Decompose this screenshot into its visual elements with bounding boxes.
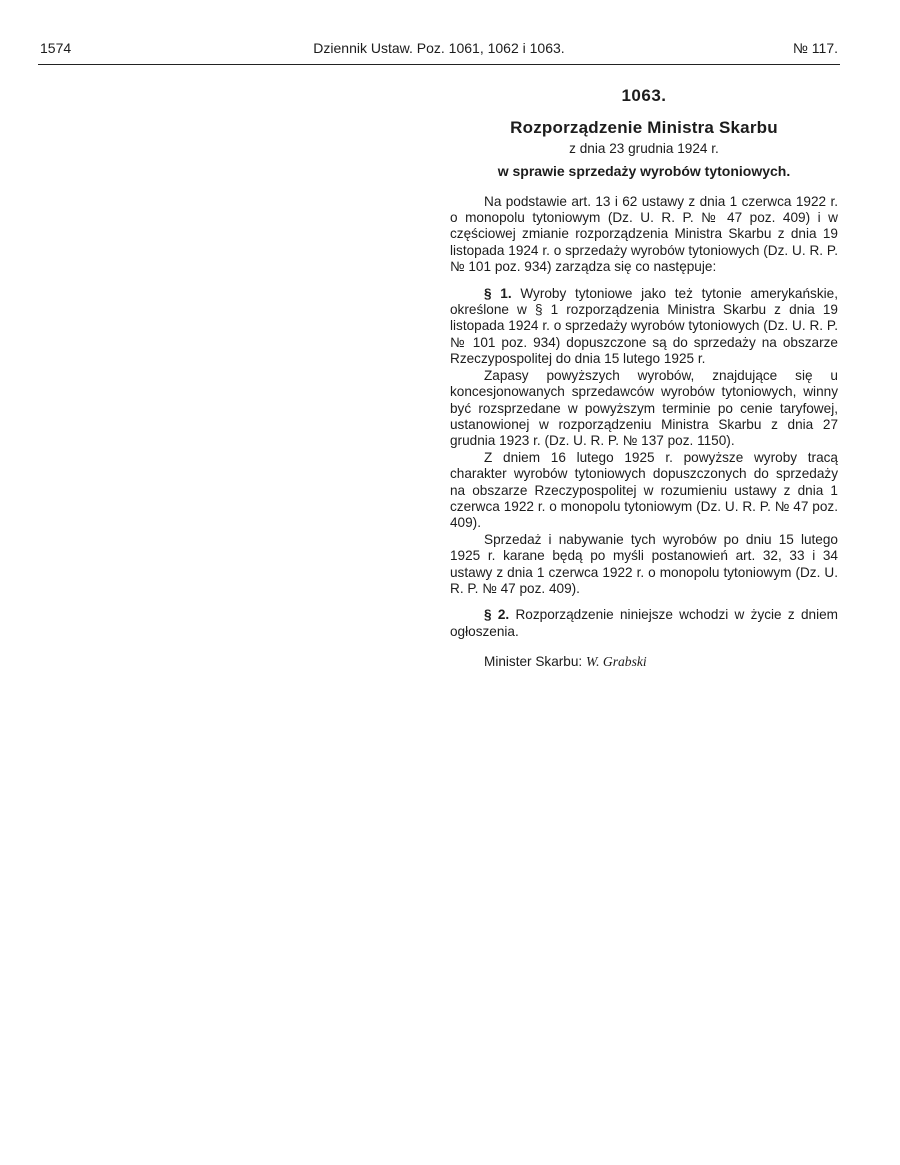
section-1-paragraph — [450, 286, 838, 368]
section-1-paragraph-4: Sprzedaż i nabywanie tych wyrobów po dniu 15 lutego 1925 r. karane będą po myśli postanowień art. 32, 33 i 34 ustawy z dnia 1 czerwca 1922 r. o monopolu tytoniowym (Dz. U. R. P. № 47 poz. 409). — [450, 531, 838, 596]
act-number: 1063. — [621, 86, 667, 105]
act-subject: w sprawie sprzedaży wyrobów tytoniowych. — [497, 163, 791, 180]
section-1-mark: § 1. — [484, 285, 512, 301]
running-header — [40, 40, 838, 62]
section-2-mark: § 2. — [484, 607, 510, 623]
act-column — [450, 88, 838, 671]
section-1-text: Wyroby tytoniowe jako też tytonie amerykańskie, określone w § 1 rozporządzenia Ministra Skarbu z dnia 19 listopada 1924 r. o sprzedaży wyrobów tytoniowych (Dz. U. R. P. № 101 poz. 934) dopuszczone są do sprzedaży na obszarze Rzeczypospolitej do dnia 15 lutego 1925 r. — [450, 285, 838, 367]
signature-line — [450, 654, 838, 670]
journal-title: Dziennik Ustaw. Poz. 1061, 1062 i 1063. — [313, 40, 565, 56]
section-2-paragraph — [450, 607, 838, 640]
section-1-paragraph-2: Zapasy powyższych wyrobów, znajdujące się u koncesjonowanych sprzedawców wyrobów tytoniowych, winny być rozsprzedane w powyższym terminie po cenie taryfowej, ustanowionej w rozporządzeniu Ministra Skarbu z dnia 27 grudnia 1923 r. (Dz. U. R. P. № 137 poz. 1150). — [450, 367, 838, 449]
section-1-paragraph-3: Z dniem 16 lutego 1925 r. powyższe wyroby tracą charakter wyrobów tytoniowych dopuszczonych do sprzedaży na obszarze Rzeczypospolitej w rozumieniu ustawy z dnia 1 czerwca 1922 r. o monopolu tytoniowym (Dz. U. R. P. № 47 poz. 409). — [450, 449, 838, 531]
header-rule — [38, 64, 840, 65]
signer-name: W. Grabski — [586, 654, 647, 670]
act-date: z dnia 23 grudnia 1924 r. — [569, 140, 719, 156]
issue-number: № 117. — [792, 40, 838, 56]
preamble: Na podstawie art. 13 i 62 ustawy z dnia 1 czerwca 1922 r. o monopolu tytoniowym (Dz. U. R. P. № 47 poz. 409) i w częściowej zmianie rozporządzenia Ministra Skarbu z dnia 19 listopada 1924 r. o sprzedaży wyrobów tytoniowych (Dz. U. R. P. № 101 poz. 934) zarządza się co następuje: — [450, 193, 838, 275]
act-title: Rozporządzenie Ministra Skarbu — [510, 118, 778, 138]
section-2-text: Rozporządzenie niniejsze wchodzi w życie z dniem ogłoszenia. — [450, 607, 838, 639]
signature-label: Minister Skarbu: — [484, 654, 583, 670]
page-number: 1574 — [40, 40, 72, 56]
